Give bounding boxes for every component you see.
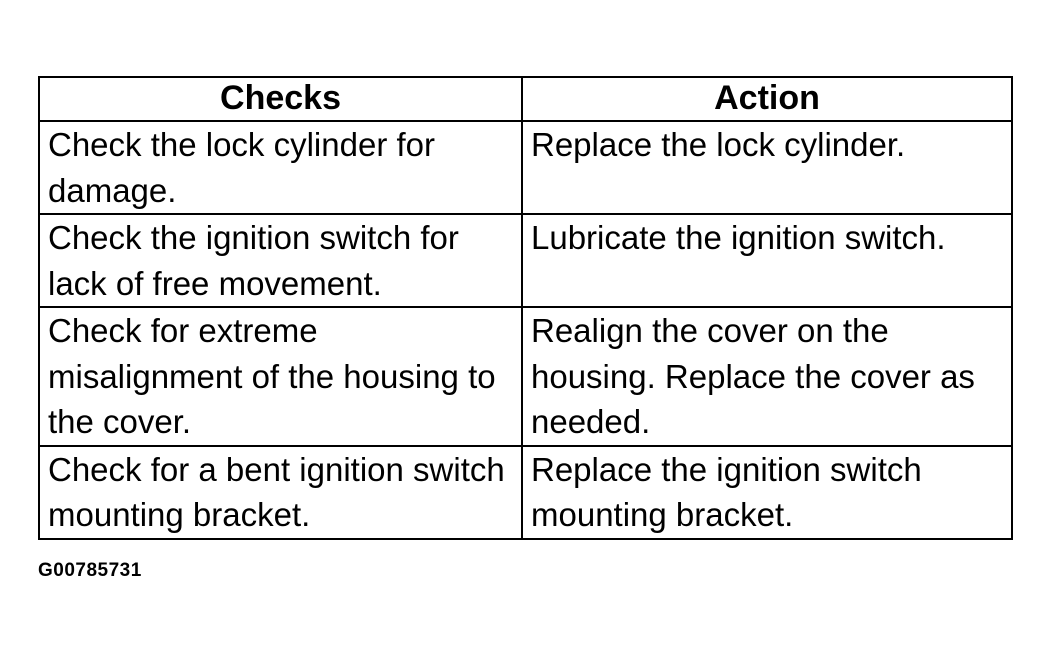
action-cell: Replace the ignition switch mounting bracket. bbox=[522, 446, 1012, 539]
action-cell: Replace the lock cylinder. bbox=[522, 121, 1012, 214]
table-row bbox=[39, 307, 1012, 446]
action-cell: Lubricate the ignition switch. bbox=[522, 214, 1012, 307]
check-cell: Check the lock cylinder for damage. bbox=[39, 121, 522, 214]
diagnostic-table-container bbox=[38, 76, 1011, 540]
check-cell: Check for a bent ignition switch mounting bracket. bbox=[39, 446, 522, 539]
table-row bbox=[39, 214, 1012, 307]
checks-action-table bbox=[38, 76, 1013, 540]
action-cell: Realign the cover on the housing. Replace the cover as needed. bbox=[522, 307, 1012, 446]
table-row bbox=[39, 446, 1012, 539]
check-cell: Check the ignition switch for lack of free movement. bbox=[39, 214, 522, 307]
header-action: Action bbox=[522, 77, 1012, 121]
table-row bbox=[39, 121, 1012, 214]
table-header-row bbox=[39, 77, 1012, 121]
header-checks: Checks bbox=[39, 77, 522, 121]
figure-id-label: G00785731 bbox=[38, 560, 142, 581]
check-cell: Check for extreme misalignment of the housing to the cover. bbox=[39, 307, 522, 446]
